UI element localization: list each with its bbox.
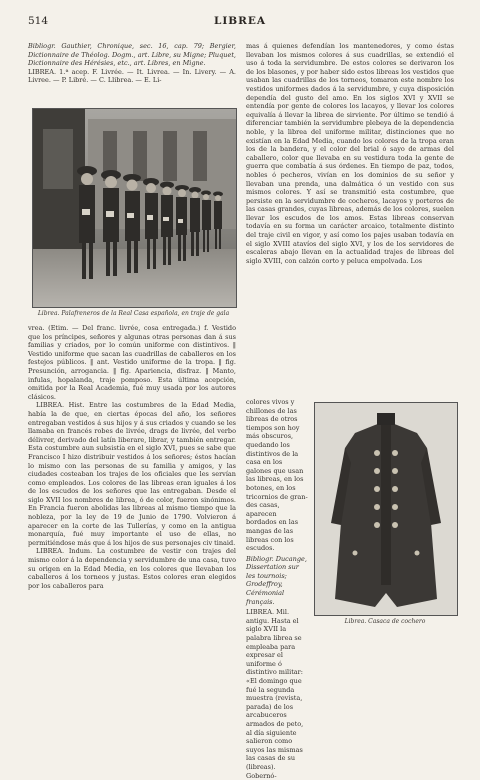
right-column-narrow (246, 398, 308, 780)
right-column-top (246, 42, 454, 265)
entry-header: LIBREA. 1.ª acep. F. Livrée. — It. Livrea. — In. Livery. — A. Livree. — P. Libré. — C. Llibrea. — E. Li- (28, 67, 236, 85)
colors-paragraph: colores vivos y chillones de las libreas de otros tiempos son hoy más obscuros, quedando los distintivos de la casa en los galones que usan las libreas, en los botones, en los tricornios de gran-des casas, aparecen bordados en las mangas de las libreas con los escudos. (246, 398, 308, 553)
military-paragraph: LIBREA. Mil. antigu. Hasta el siglo XVII la palabra librea se empleaba para expresar el uniforme ó distintivo militar: «El domingo que fué la segunda muestra (revista, parada) de los arcabuceros armados de peto, al día siguiente salieron como suyos las mismas las casas de su (libreas). Gobernó- (246, 608, 304, 780)
definition-paragraph: vrea. (Etim. — Del franc. livrée, cosa entregada.) f. Vestido que los príncipes, señores y algunas otras personas dan á sus familias y criados, por lo común uniforme con distintivos. ‖ Vestido uniforme que sacan las cuadrillas de caballeros en los festejos públicos. ‖ ant. Vestido uniforme de la tropa. ‖ fig. Presunción, arrogancia. ‖ fig. Apariencia, disfraz. ‖ Manto, infulas, hopalanda, traje pomposo. Esta última acepción, omitida por la Real Academia, fué muy usada por los autores clásicos. (28, 324, 236, 401)
palafreneros-photo (32, 108, 237, 308)
indumentaria-paragraph: LIBREA. Indum. La costumbre de vestir con trajes del mismo color á la dependencia y servidumbre de una casa, tuvo su origen en la Edad Media, en los colores que llevaban los caballeros á los torneos y justas. Estos colores eran elegidos por los caballeros para (28, 547, 236, 590)
history-paragraph: LIBREA. Hist. Entre las costumbres de la Edad Media, había la de que, en ciertas épocas del año, los señores entregaban vestidos á sus hijos y á sus criados y cuando se les llamaba en francés robes de livrée, drags de livrée, del verbo délivrer, derivado del latín liberare, librar, y también entregar. Esta costumbre aun subsistía en el siglo XVI, pues se sabe que Francisco I hizo distribuir vestidos á los señores; éstos hacían lo mismo con las personas de su familia y amigos, y las ciudades costeaban los trajes de los oficiales que les servían como empleados. Los colores de las libreas eran iguales á los de los escudos de los señores que las entregaban. Desde el siglo XVII los nombres de librea, ó de color, fueron sinónimos. En Francia fueron abolidas las libreas al mismo tiempo que la nobleza, por la ley de 19 de Junio de 1790. Volvieron á aparecer en la corte de las Tullerías, y como en la antigua monarquía, fué muy importante el uso de ellas, no permitiéndose más que á los hijos de sus personajes civ tinaid. (28, 401, 236, 547)
photo1-caption: Librea. Palafreneros de la Real Casa española, en traje de gala (37, 310, 230, 317)
casaca-photo (314, 402, 458, 616)
page-header (28, 15, 452, 29)
page-title: LIBREA (213, 15, 267, 27)
bibliography-text: Bibliogr. Gauthier, Chronique, sec. 16, cap. 79; Bergier, Dictionnaire de Théolog. Dogm., art. Libre, su Migne; Pluquet, Dictionnaire des Hérésies, etc., art. Libres, en Migne. (28, 42, 236, 68)
photo2-caption: Librea. Casaca de cochero (344, 618, 426, 625)
bibliography-right: Bibliogr. Ducange, Dissertation sur les tournois; Grodeffroy, Cérémonial français. (246, 554, 307, 606)
left-column-bottom (28, 324, 236, 590)
right-paragraph: mas á quienes defendían los mantenedores, y como éstas llevaban los mismos colores á sus cuadrillas, se extendió el uso á toda la servidumbre. De estos colores se derivaron los de los blasones, y por haber sido estos libreas los vestidos que usaban las cuadrillas de los torneos, tomaron este nombre los vestidos uniformes dados á la servidumbre, y cuya disposición dependía del gusto del amo. En los siglos XVI y XVII se entendía por gente de colores los lacayos, y llevar los colores equivalía á llevar la librea de sirviente. Por último se tendió á diferenciar también la servidumbre plebeya de la dependencia noble, y la librea del uniforme militar, distinciones que no existían en la Edad Media, cuando los colores de la tropa eran los de la bandera, y el color del brial ó sayo de armas del caballero, color que llevaba en su vestidura toda la gente de guerra que combatía á sus órdenes. En tiempo de paz, todos, nobles ó pecheros, vivían en los dominios de su señor y llevaban una prenda, una dalmática ó un vestido con sus mismos colores. Y así se transmitió esta costumbre, que persiste en la servidumbre de cocheros, lacayos y porteros de las casas grandes, cuyas libreas, además de los colores, suelen llevar los escudos de los amos. Estas libreas conservan todavía en su forma un carácter arcaico, totalmente distinto del traje civil en vigor, y así como los pajes usaban todavía en el siglo XVIII atavíos del siglo XVI, y los de los servidores de escaleras abajo llevan en la actualidad trajes de libreas del siglo XVIII, con calzón corto y peluca empolvada. Los (246, 42, 454, 265)
left-column-top (28, 42, 236, 85)
page-number: 514 (28, 15, 49, 27)
